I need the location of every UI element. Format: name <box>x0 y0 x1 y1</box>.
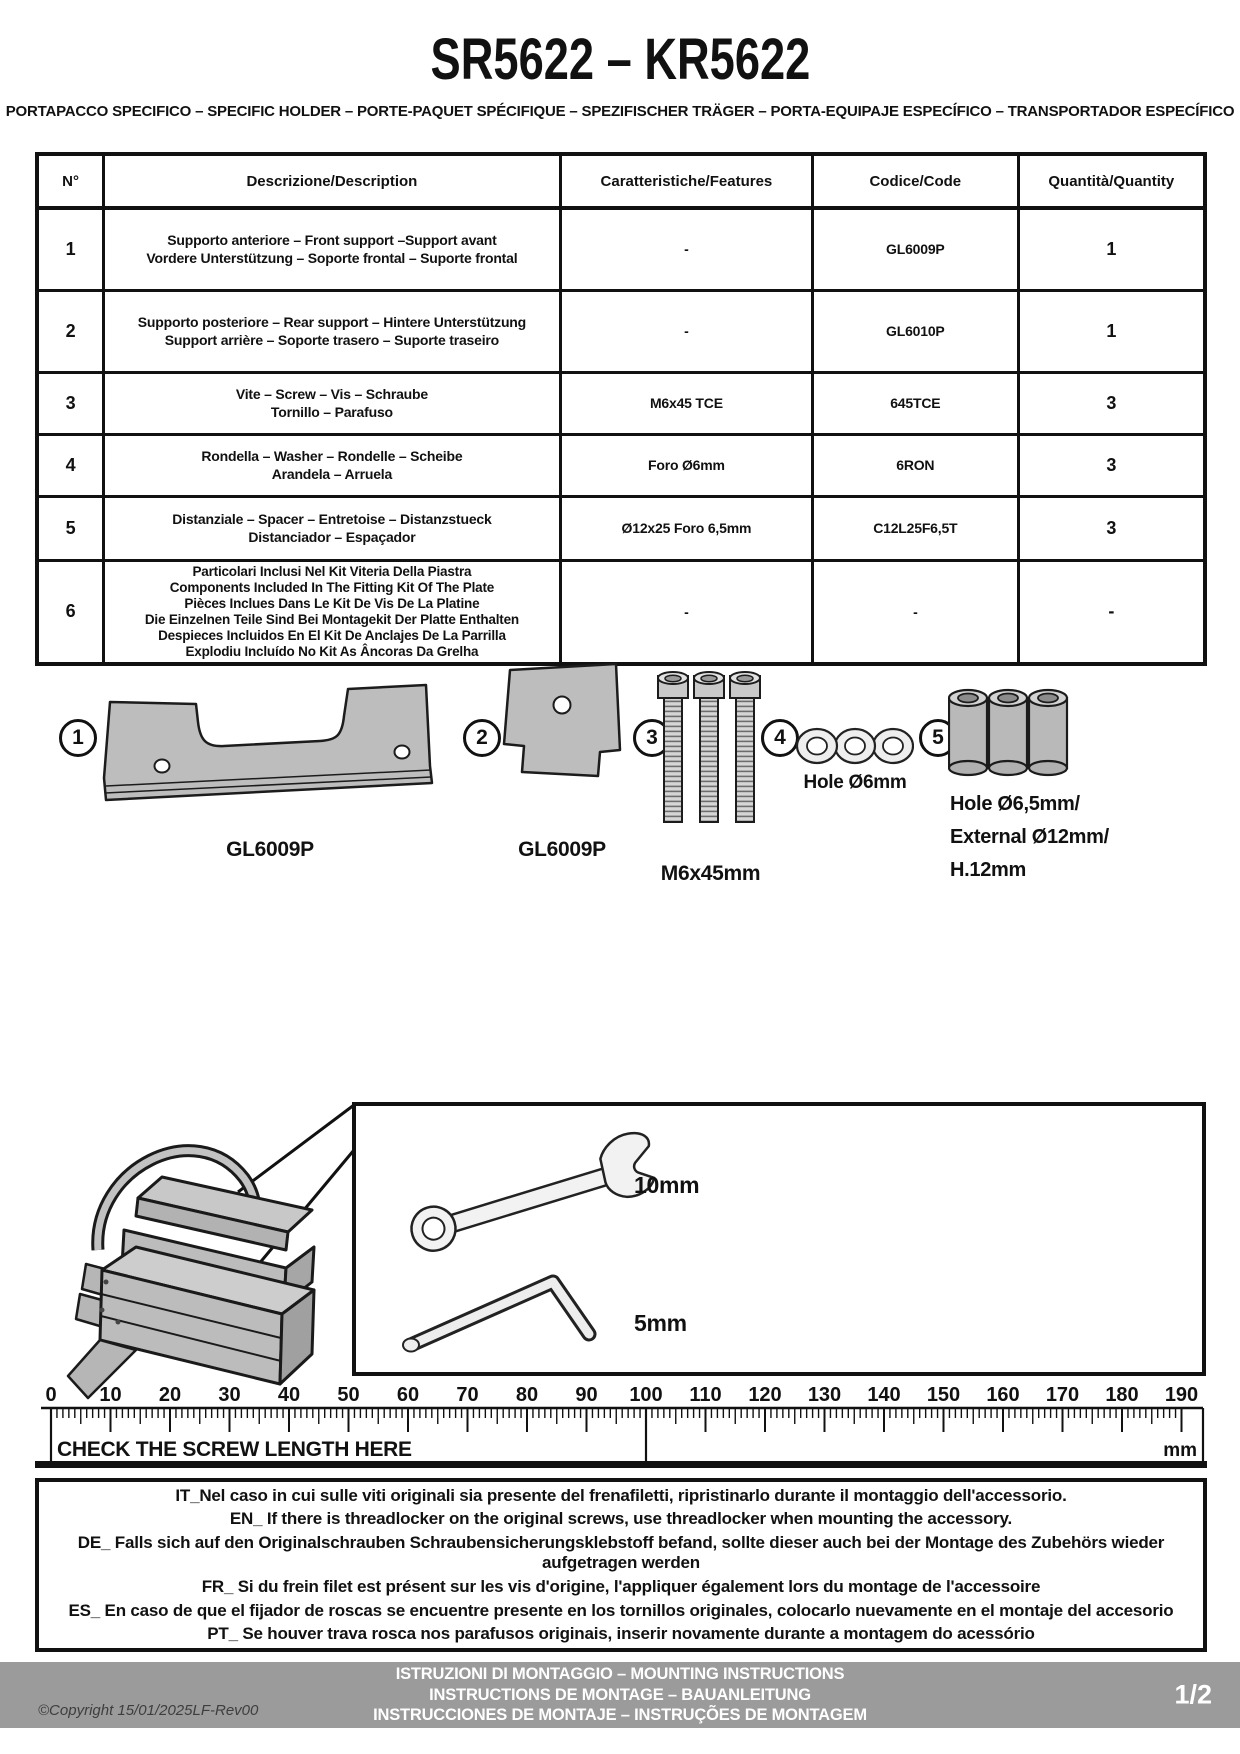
spacers-illustration <box>948 686 1070 781</box>
note-line-pt: PT_ Se houver trava rosca nos parafusos originais, inserir novamente durante a montagem do acessório <box>207 1624 1035 1644</box>
note-line-fr: FR_ Si du frein filet est présent sur les vis d'origine, l'appliquer également lors du montage de l'accessoire <box>201 1576 1041 1596</box>
part-3-label: M6x45mm <box>660 862 761 885</box>
row-features: - <box>560 290 812 372</box>
svg-text:0: 0 <box>45 1384 57 1406</box>
footer-instructions-title: ISTRUZIONI DI MONTAGGIO – MOUNTING INSTRUCTIONS INSTRUCTIONS DE MONTAGE – BAUANLEITUNG INSTRUCCIONES DE MONTAJE – INSTRUÇÕES DE MONTAGEM <box>373 1665 867 1725</box>
page-number: 1/2 <box>1174 1679 1212 1710</box>
svg-text:140: 140 <box>867 1384 901 1406</box>
col-header-code: Codice/Code <box>813 154 1019 208</box>
svg-text:60: 60 <box>396 1384 420 1406</box>
col-header-description: Descrizione/Description <box>104 154 561 208</box>
page-title-text: SR5622 – KR5622 <box>430 27 810 92</box>
row-quantity: 3 <box>1018 434 1205 496</box>
wrench-size-label: 10mm <box>634 1172 700 1198</box>
part-4-label: Hole Ø6mm <box>803 772 907 793</box>
row-number: 1 <box>37 208 104 290</box>
row-code: - <box>813 560 1019 664</box>
svg-text:130: 130 <box>807 1384 842 1406</box>
page-subtitle: PORTAPACCO SPECIFICO – SPECIFIC HOLDER – PORTE-PAQUET SPÉCIFIQUE – SPEZIFISCHER TRÄGER – PORTA-EQUIPAJE ESPECÍFICO – TRANSPORTADOR ESPECÍFICO <box>5 103 1235 120</box>
hex-key-illustration <box>391 1258 641 1368</box>
svg-text:120: 120 <box>748 1384 782 1406</box>
footer-bar <box>0 1662 1240 1728</box>
table-row <box>37 496 1205 560</box>
required-tools-panel <box>352 1102 1206 1376</box>
row-quantity: 1 <box>1018 290 1205 372</box>
notes-box <box>35 1478 1207 1652</box>
row-features: Ø12x25 Foro 6,5mm <box>560 496 812 560</box>
svg-text:80: 80 <box>515 1384 539 1406</box>
svg-text:10: 10 <box>99 1384 122 1406</box>
svg-text:190: 190 <box>1164 1384 1199 1406</box>
table-header-row <box>37 154 1205 208</box>
svg-text:170: 170 <box>1045 1384 1080 1406</box>
rear-support-illustration <box>498 660 626 810</box>
part-number-badge-1: 1 <box>59 719 97 757</box>
part-1-label: GL6009P <box>226 838 314 861</box>
svg-text:30: 30 <box>218 1384 241 1406</box>
front-support-illustration <box>100 680 440 818</box>
parts-table <box>35 152 1207 666</box>
table-row <box>37 560 1205 664</box>
row-number: 5 <box>37 496 104 560</box>
row-code: 645TCE <box>813 372 1019 434</box>
row-number: 4 <box>37 434 104 496</box>
row-description: Supporto anteriore – Front support –Support avant Vordere Unterstützung – Soporte frontal – Suporte frontal <box>104 208 561 290</box>
row-features: - <box>560 208 812 290</box>
row-description: Vite – Screw – Vis – Schraube Tornillo – Parafuso <box>104 372 561 434</box>
svg-text:CHECK THE SCREW LENGTH HERE: CHECK THE SCREW LENGTH HERE <box>57 1438 412 1461</box>
toolbox-illustration <box>48 1082 328 1402</box>
table-row <box>37 372 1205 434</box>
svg-text:40: 40 <box>277 1384 301 1406</box>
washers-illustration <box>796 720 914 770</box>
screws-illustration <box>655 670 763 835</box>
part-number-badge-2: 2 <box>463 719 501 757</box>
svg-text:150: 150 <box>926 1384 961 1406</box>
row-code: 6RON <box>813 434 1019 496</box>
col-header-quantity: Quantità/Quantity <box>1018 154 1205 208</box>
svg-text:20: 20 <box>158 1384 182 1406</box>
note-line-de: DE_ Falls sich auf den Originalschrauben Schraubensicherungsklebstoff befand, sollte dieser auch bei der Montage des Zubehörs wieder aufgetragen werden <box>77 1533 1165 1573</box>
row-description: Supporto posteriore – Rear support – Hintere Unterstützung Support arrière – Soporte trasero – Suporte traseiro <box>104 290 561 372</box>
row-quantity: 1 <box>1018 208 1205 290</box>
row-description: Particolari Inclusi Nel Kit Viteria Della Piastra Components Included In The Fitting Kit Of The Plate Pièces Inclues Dans Le Kit De Vis De La Platine Die Einzelnen Teile Sind Bei Montagekit Der Platte Enthalten Despieces Incluidos En El Kit De Anclajes De La Parrilla Explodiu Incluído No Kit As Âncoras Da Grelha <box>104 560 561 664</box>
row-quantity: - <box>1018 560 1205 664</box>
table-row <box>37 208 1205 290</box>
table-row <box>37 290 1205 372</box>
svg-text:50: 50 <box>337 1384 360 1406</box>
note-line-en: EN_ If there is threadlocker on the original screws, use threadlocker when mounting the accessory. <box>229 1509 1013 1529</box>
row-quantity: 3 <box>1018 496 1205 560</box>
row-features: Foro Ø6mm <box>560 434 812 496</box>
row-code: C12L25F6,5T <box>813 496 1019 560</box>
hex-key-size-label: 5mm <box>634 1310 687 1336</box>
row-description: Distanziale – Spacer – Entretoise – Distanzstueck Distanciador – Espaçador <box>104 496 561 560</box>
svg-text:90: 90 <box>575 1384 598 1406</box>
row-features: - <box>560 560 812 664</box>
col-header-number: N° <box>37 154 104 208</box>
row-features: M6x45 TCE <box>560 372 812 434</box>
svg-text:110: 110 <box>689 1384 722 1406</box>
svg-text:70: 70 <box>456 1384 479 1406</box>
row-number: 2 <box>37 290 104 372</box>
row-description: Rondella – Washer – Rondelle – Scheibe Arandela – Arruela <box>104 434 561 496</box>
svg-text:100: 100 <box>629 1384 663 1406</box>
row-number: 3 <box>37 372 104 434</box>
page-title <box>0 26 1240 93</box>
row-number: 6 <box>37 560 104 664</box>
col-header-features: Caratteristiche/Features <box>560 154 812 208</box>
row-code: GL6009P <box>813 208 1019 290</box>
part-number-badge-4: 4 <box>761 719 799 757</box>
part-number-badge-3: 3 <box>633 719 671 757</box>
note-line-es: ES_ En caso de que el fijador de roscas se encuentre presente en los tornillos originales, colocarlo nuevamente en el montaje del accesorio <box>68 1600 1174 1620</box>
svg-text:mm: mm <box>1163 1440 1197 1461</box>
table-row <box>37 434 1205 496</box>
note-line-it: IT_Nel caso in cui sulle viti originali sia presente del frenafiletti, ripristinarlo durante il montaggio dell'accessorio. <box>175 1485 1067 1505</box>
row-code: GL6010P <box>813 290 1019 372</box>
svg-text:160: 160 <box>986 1384 1020 1406</box>
row-quantity: 3 <box>1018 372 1205 434</box>
svg-text:180: 180 <box>1105 1384 1139 1406</box>
part-number-badge-5: 5 <box>919 719 957 757</box>
copyright-text: ©Copyright 15/01/2025LF-Rev00 <box>38 1702 259 1719</box>
part-2-label: GL6009P <box>518 838 606 861</box>
parts-diagram-section <box>0 660 1240 912</box>
part-5-label: Hole Ø6,5mm/ External Ø12mm/ H.12mm <box>950 793 1109 881</box>
screw-length-ruler <box>35 1383 1207 1468</box>
